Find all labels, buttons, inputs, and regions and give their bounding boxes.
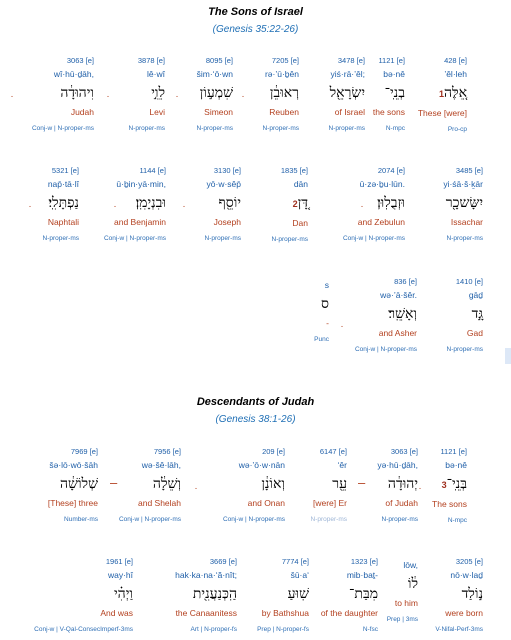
interlinear-word[interactable] bbox=[321, 557, 378, 635]
strongs-number[interactable]: 5321 [e] bbox=[51, 166, 79, 175]
english-gloss: [These] three bbox=[47, 498, 98, 508]
hebrew-word[interactable]: בְנֵֽי־ bbox=[384, 85, 405, 101]
interlinear-word[interactable] bbox=[257, 557, 309, 635]
transliteration: yō·w·sêp̄ bbox=[206, 179, 241, 189]
strongs-number[interactable]: 8095 [e] bbox=[205, 56, 233, 65]
english-gloss: and Shelah bbox=[137, 498, 181, 508]
transliteration: yi·śā·š·ḵār bbox=[443, 179, 483, 189]
english-gloss: Simeon bbox=[204, 107, 233, 117]
english-gloss: And was bbox=[100, 608, 133, 618]
hebrew-word[interactable]: יִשָּׂשכָ֖ר bbox=[445, 195, 483, 211]
hebrew-word[interactable]: עֵ֖ר bbox=[332, 476, 347, 492]
hebrew-word[interactable]: יוֹסֵ֖ף bbox=[218, 195, 241, 211]
strongs-number[interactable]: 3130 [e] bbox=[213, 166, 241, 175]
english-gloss: were born bbox=[445, 608, 483, 618]
strongs-number[interactable]: 428 [e] bbox=[444, 56, 467, 65]
transliteration: nap̄·tā·lî bbox=[47, 179, 79, 189]
english-gloss: by Bathshua bbox=[261, 608, 309, 618]
english-gloss: to him bbox=[394, 598, 418, 608]
interlinear-word[interactable] bbox=[263, 56, 299, 134]
english-gloss: the sons bbox=[372, 107, 405, 117]
grammar-tag[interactable]: Punc bbox=[314, 336, 329, 343]
strongs-number[interactable]: 1144 [e] bbox=[139, 166, 166, 175]
transliteration: ū·zə·ḇu·lūn. bbox=[359, 179, 405, 189]
hebrew-word[interactable]: מִבַּת־ bbox=[349, 586, 378, 602]
transliteration: bə·nê bbox=[383, 69, 405, 79]
grammar-tag[interactable]: N-proper-ms bbox=[310, 516, 347, 523]
hebrew-word[interactable]: שֽׁוּעַ bbox=[287, 586, 309, 602]
grammar-tag[interactable]: Conj-w | V-Qal-ConsecImperf-3ms bbox=[34, 626, 133, 633]
strongs-number[interactable]: 7205 [e] bbox=[271, 56, 299, 65]
strongs-number[interactable]: 3485 [e] bbox=[455, 166, 483, 175]
grammar-tag[interactable]: N-proper-ms bbox=[446, 235, 483, 242]
strongs-number[interactable]: 1961 [e] bbox=[105, 557, 133, 566]
interlinear-word[interactable] bbox=[377, 447, 418, 525]
grammar-tag[interactable]: N-proper-ms bbox=[446, 346, 483, 353]
grammar-tag[interactable]: N-proper-ms bbox=[262, 125, 299, 132]
verse-number[interactable]: 2 bbox=[292, 199, 298, 209]
grammar-tag[interactable]: Conj-w | N-proper-ms bbox=[222, 516, 285, 523]
transliteration: s bbox=[324, 280, 329, 290]
grammar-tag[interactable]: Prep | 3ms bbox=[386, 616, 418, 623]
strongs-number[interactable]: 1835 [e] bbox=[280, 166, 308, 175]
grammar-tag[interactable]: Prep | N-proper-fs bbox=[257, 626, 309, 633]
english-gloss: Joseph bbox=[213, 217, 241, 227]
interlinear-word[interactable] bbox=[447, 277, 483, 355]
grammar-tag[interactable]: Art | N-proper-fs bbox=[190, 626, 237, 633]
hebrew-word[interactable]: נ֣וֹלַד bbox=[461, 586, 483, 602]
side-panel-handle[interactable] bbox=[505, 348, 511, 364]
strongs-number[interactable]: 3878 [e] bbox=[137, 56, 165, 65]
interlinear-word[interactable] bbox=[418, 56, 467, 135]
verse-number[interactable]: 3 bbox=[441, 480, 447, 490]
transliteration: wə·šê·lāh, bbox=[141, 460, 181, 470]
hebrew-word[interactable]: וִיהוּדָ֔ה bbox=[60, 85, 94, 101]
grammar-tag[interactable]: N-proper-ms bbox=[128, 125, 165, 132]
transliteration: šə·lō·wō·šāh bbox=[49, 460, 98, 470]
interlinear-word[interactable] bbox=[175, 557, 237, 635]
interlinear-word[interactable] bbox=[223, 447, 285, 525]
hebrew-word[interactable]: שְׁלוֹשָׁ֔ה bbox=[59, 476, 98, 492]
grammar-tag[interactable]: N-proper-ms bbox=[271, 236, 308, 243]
english-gloss: of Israel bbox=[334, 107, 365, 117]
grammar-tag[interactable]: Conj-w | N-proper-ms bbox=[118, 516, 181, 523]
transliteration: way·hî bbox=[107, 570, 133, 580]
grammar-tag[interactable]: N-mpc bbox=[447, 517, 467, 524]
strongs-number[interactable]: 3063 [e] bbox=[66, 56, 94, 65]
grammar-tag[interactable]: Conj-w | N-proper-ms bbox=[354, 346, 417, 353]
strongs-number[interactable]: 1323 [e] bbox=[350, 557, 378, 566]
interlinear-word[interactable] bbox=[443, 166, 483, 244]
strongs-number[interactable]: 1121 [e] bbox=[378, 56, 405, 65]
hebrew-word[interactable]: נַפְתָּלִֽי׃ bbox=[48, 195, 79, 211]
hebrew-word[interactable]: רְאוּבֵ֔ן bbox=[269, 85, 299, 101]
interlinear-word[interactable] bbox=[272, 166, 308, 245]
section-title: Descendants of Judah bbox=[196, 396, 315, 408]
transliteration: yiś·rā·’êl; bbox=[330, 69, 365, 79]
strongs-number[interactable]: 209 [e] bbox=[262, 447, 285, 456]
english-gloss: - bbox=[326, 318, 329, 328]
hebrew-word[interactable]: יְהוּדָ֔ה bbox=[387, 476, 418, 492]
transliteration: wə·’ō·w·nān bbox=[238, 460, 285, 470]
english-gloss: Dan bbox=[292, 218, 308, 228]
english-gloss: Judah bbox=[70, 107, 94, 117]
reference-link[interactable]: Genesis 38:1-26 bbox=[218, 414, 293, 425]
strongs-number[interactable]: 6147 [e] bbox=[319, 447, 347, 456]
grammar-tag[interactable]: N-proper-ms bbox=[196, 125, 233, 132]
hebrew-word[interactable]: שִׁמְע֣וֹן bbox=[199, 85, 233, 101]
hebrew-word[interactable]: הַֽכְּנַעֲנִ֖ית bbox=[192, 586, 237, 602]
transliteration: dān bbox=[293, 179, 308, 189]
hebrew-word[interactable]: וּזְבֻלֽוּן׃ bbox=[377, 195, 405, 211]
hebrew-word[interactable]: וּבִנְיָמִֽן׃ bbox=[135, 195, 166, 211]
hebrew-word[interactable]: וַיְהִ֗י bbox=[114, 586, 133, 602]
grammar-tag[interactable]: Conj-w | N-proper-ms bbox=[342, 235, 405, 242]
english-gloss: and Onan bbox=[247, 498, 285, 508]
hebrew-word[interactable]: וְאָשֵֽׁר׃ bbox=[388, 306, 417, 322]
grammar-tag[interactable]: N-fsc bbox=[362, 626, 378, 633]
hebrew-word[interactable]: וְאוֹנָ֔ן bbox=[261, 476, 285, 492]
grammar-tag[interactable]: Conj-w | N-proper-ms bbox=[31, 125, 94, 132]
strongs-number[interactable]: 1410 [e] bbox=[455, 277, 483, 286]
reference-link[interactable]: Genesis 35:22-26 bbox=[216, 24, 295, 35]
interlinear-word[interactable] bbox=[314, 277, 329, 345]
english-gloss: Issachar bbox=[450, 217, 483, 227]
section-header-sons-of-israel bbox=[0, 6, 511, 35]
transliteration: ū·ḇin·yā·min, bbox=[116, 179, 166, 189]
strongs-number[interactable]: 7774 [e] bbox=[281, 557, 309, 566]
transliteration: gāḏ bbox=[468, 290, 483, 300]
transliteration: wî·hū·ḏāh, bbox=[53, 69, 94, 79]
english-gloss: and Zebulun bbox=[357, 217, 405, 227]
hebrew-word[interactable]: לֵוִ֣י bbox=[151, 85, 165, 101]
grammar-tag[interactable]: N-proper-ms bbox=[328, 125, 365, 132]
section-reference: (Genesis 35:22-26) bbox=[212, 24, 299, 35]
grammar-tag[interactable]: N-proper-ms bbox=[381, 516, 418, 523]
interlinear-word[interactable] bbox=[355, 277, 417, 355]
interlinear-word[interactable] bbox=[32, 56, 94, 134]
english-gloss: The sons bbox=[432, 499, 467, 509]
strongs-number[interactable]: 3478 [e] bbox=[337, 56, 365, 65]
grammar-tag[interactable]: V-Nifal-Perf-3ms bbox=[435, 626, 483, 633]
english-gloss: of Judah bbox=[385, 498, 418, 508]
strongs-number[interactable]: 3669 [e] bbox=[209, 557, 237, 566]
strongs-number[interactable]: 3063 [e] bbox=[390, 447, 418, 456]
interlinear-word[interactable] bbox=[343, 166, 405, 244]
section-title: The Sons of Israel bbox=[208, 6, 303, 18]
english-gloss: Levi bbox=[149, 107, 165, 117]
grammar-tag[interactable]: N-mpc bbox=[385, 125, 405, 132]
interlinear-word[interactable] bbox=[197, 56, 233, 134]
transliteration: ’êl·leh bbox=[444, 69, 467, 79]
section-reference: (Genesis 38:1-26) bbox=[215, 414, 296, 425]
interlinear-word[interactable] bbox=[119, 447, 181, 525]
verse-number[interactable]: 1 bbox=[438, 89, 444, 99]
interlinear-word[interactable] bbox=[435, 557, 483, 635]
interlinear-word[interactable] bbox=[311, 447, 347, 525]
grammar-tag[interactable]: Conj-w | N-proper-ms bbox=[103, 235, 166, 242]
transliteration: lê·wî bbox=[147, 69, 165, 79]
transliteration: wə·’ā·šêr. bbox=[380, 290, 417, 300]
strongs-number[interactable]: 2074 [e] bbox=[377, 166, 405, 175]
english-gloss: the Canaanitess bbox=[175, 608, 237, 618]
transliteration: šū·a‘ bbox=[290, 570, 309, 580]
strongs-number[interactable]: 836 [e] bbox=[394, 277, 417, 286]
interlinear-word[interactable] bbox=[104, 166, 166, 244]
transliteration: nō·w·laḏ bbox=[450, 570, 483, 580]
interlinear-word[interactable] bbox=[432, 447, 467, 526]
english-gloss: and Asher bbox=[378, 328, 417, 338]
transliteration: lōw, bbox=[403, 560, 418, 570]
transliteration: bə·nê bbox=[445, 460, 467, 470]
grammar-tag[interactable]: Number-ms bbox=[64, 516, 98, 523]
transliteration: šim·‘ō·wn bbox=[196, 69, 233, 79]
grammar-tag[interactable]: N-proper-ms bbox=[204, 235, 241, 242]
section-header-descendants-of-judah bbox=[0, 396, 511, 425]
english-gloss: These [were] bbox=[417, 108, 467, 118]
hebrew-word[interactable]: ס bbox=[321, 296, 329, 312]
transliteration: yə·hū·ḏāh, bbox=[377, 460, 418, 470]
english-gloss: and Benjamin bbox=[114, 217, 166, 227]
transliteration: mib·baṯ- bbox=[346, 570, 378, 580]
interlinear-word[interactable] bbox=[48, 447, 98, 525]
interlinear-word[interactable] bbox=[129, 56, 165, 134]
english-gloss: Gad bbox=[466, 328, 483, 338]
interlinear-word[interactable] bbox=[43, 166, 79, 244]
hebrew-word[interactable]: וְשֵׁלָ֔ה bbox=[152, 476, 181, 492]
interlinear-word[interactable] bbox=[34, 557, 133, 635]
hebrew-word[interactable]: גָּ֣ד bbox=[471, 306, 483, 322]
hebrew-word[interactable]: יִשְׂרָאֵ֖ל bbox=[329, 85, 365, 101]
hebrew-word[interactable]: אֵ֚לֶּה1 bbox=[438, 85, 467, 101]
strongs-number[interactable]: 1121 [e] bbox=[440, 447, 467, 456]
hebrew-word[interactable]: דָּ֚ן2 bbox=[292, 195, 308, 211]
interlinear-word[interactable] bbox=[387, 557, 418, 625]
maqaf-mark: – bbox=[358, 475, 366, 490]
interlinear-word[interactable] bbox=[373, 56, 405, 134]
maqaf-mark: – bbox=[110, 475, 118, 490]
strongs-number[interactable]: 7969 [e] bbox=[70, 447, 98, 456]
english-gloss: Reuben bbox=[269, 107, 299, 117]
interlinear-word[interactable] bbox=[205, 166, 241, 244]
grammar-tag[interactable]: N-proper-ms bbox=[42, 235, 79, 242]
transliteration: rə·’ū·ḇên bbox=[264, 69, 299, 79]
transliteration: ‘êr bbox=[337, 460, 347, 470]
hebrew-word[interactable]: ל֔וֹ bbox=[407, 576, 418, 592]
hebrew-word[interactable]: בְּנֵֽי־3 bbox=[441, 476, 467, 492]
english-gloss: Naphtali bbox=[47, 217, 79, 227]
english-gloss: [were] Er bbox=[312, 498, 347, 508]
strongs-number[interactable]: 7956 [e] bbox=[153, 447, 181, 456]
transliteration: hak·ka·na·‘ă·nît; bbox=[175, 570, 237, 580]
english-gloss: of the daughter bbox=[320, 608, 378, 618]
grammar-tag[interactable]: Pro-cp bbox=[447, 126, 467, 133]
interlinear-word[interactable] bbox=[329, 56, 365, 134]
strongs-number[interactable]: 3205 [e] bbox=[455, 557, 483, 566]
